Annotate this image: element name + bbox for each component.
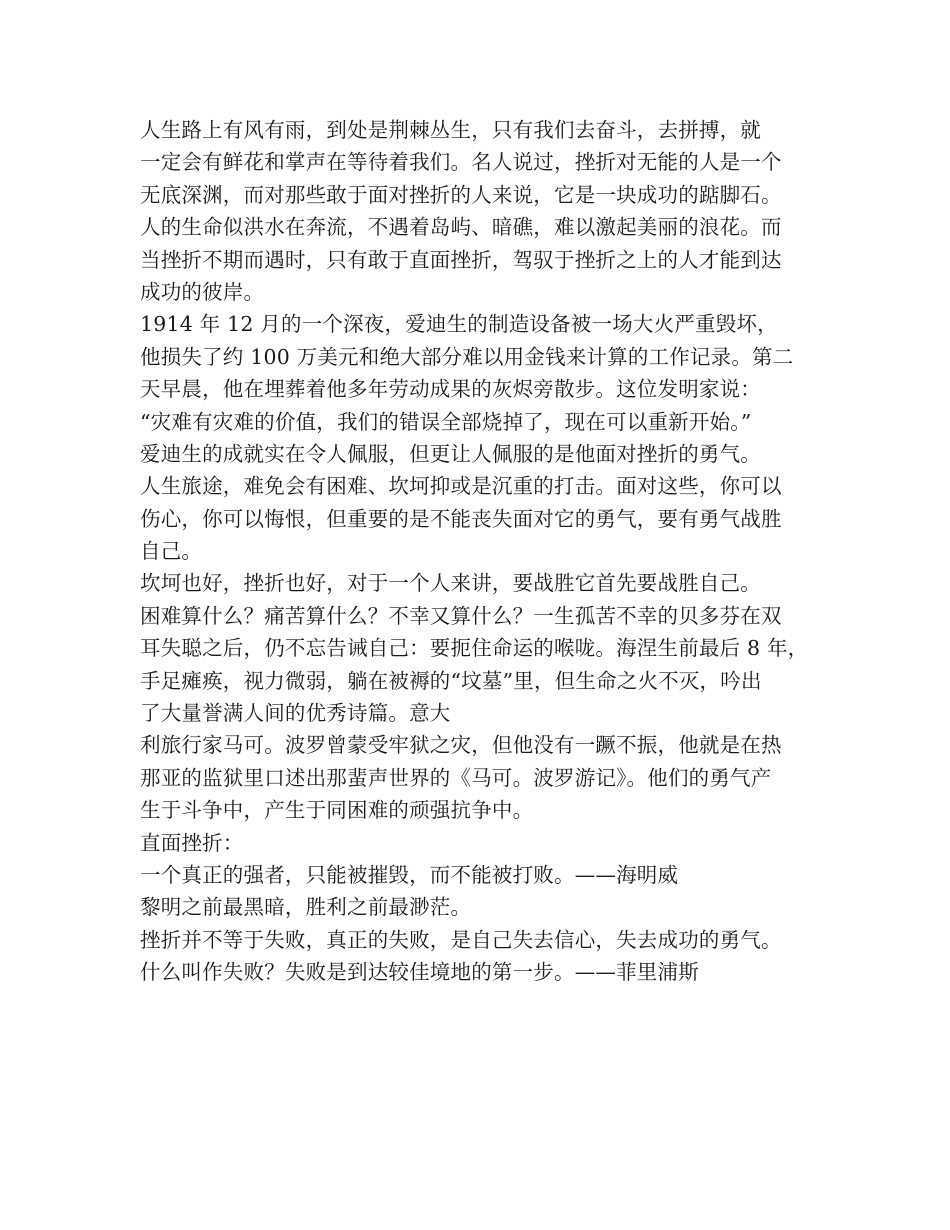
text-line: 自己。 <box>140 539 203 564</box>
text-line: 一定会有鲜花和掌声在等待着我们。名人说过，挫折对无能的人是一个 <box>140 150 782 175</box>
quote-line: 什么叫作失败？失败是到达较佳境地的第一步。——菲里浦斯 <box>140 960 699 985</box>
text-line: 生于斗争中，产生于同困难的顽强抗争中。 <box>140 798 534 823</box>
text-line: 那亚的监狱里口述出那蜚声世界的《马可。波罗游记》。他们的勇气产 <box>140 765 772 790</box>
text-line: 天早晨，他在埋葬着他多年劳动成果的灰烬旁散步。这位发明家说： <box>140 377 761 402</box>
text-line: 坎坷也好，挫折也好，对于一个人来讲，要战胜它首先要战胜自己。 <box>140 571 761 596</box>
section-heading: 直面挫折： <box>140 830 244 855</box>
quote-line: 黎明之前最黑暗，胜利之前最渺茫。 <box>140 895 472 920</box>
text-line: 手足瘫痪，视力微弱，躺在被褥的“坟墓”里，但生命之火不灭，吟出 <box>140 668 762 693</box>
quote-line: 一个真正的强者，只能被摧毁，而不能被打败。——海明威 <box>140 862 679 887</box>
text-line: 利旅行家马可。波罗曾蒙受牢狱之灾，但他没有一蹶不振，他就是在热 <box>140 733 782 758</box>
text-line: 伤心，你可以悔恨，但重要的是不能丧失面对它的勇气，要有勇气战胜 <box>140 506 782 531</box>
text-line: 人生旅途，难免会有困难、坎坷抑或是沉重的打击。面对这些，你可以 <box>140 474 782 499</box>
document-body <box>140 114 830 989</box>
text-line: 人生路上有风有雨，到处是荆棘丛生，只有我们去奋斗，去拼搏，就 <box>140 118 761 142</box>
text-line: 1914 年 12 月的一个深夜，爱迪生的制造设备被一场大火严重毁坏， <box>140 312 778 337</box>
text-line: 了大量誉满人间的优秀诗篇。意大 <box>140 701 451 726</box>
text-line: 困难算什么？痛苦算什么？不幸又算什么？一生孤苦不幸的贝多芬在双 <box>140 603 782 628</box>
text-line: “灾难有灾难的价值，我们的错误全部烧掉了，现在可以重新开始。” <box>140 409 752 434</box>
text-line: 当挫折不期而遇时，只有敢于直面挫折，驾驭于挫折之上的人才能到达 <box>140 247 782 272</box>
text-line: 爱迪生的成就实在令人佩服，但更让人佩服的是他面对挫折的勇气。 <box>140 441 761 466</box>
text-line: 耳失聪之后，仍不忘告诫自己：要扼住命运的喉咙。海涅生前最后 8 年， <box>140 636 809 661</box>
quote-line: 挫折并不等于失败，真正的失败，是自己失去信心，失去成功的勇气。 <box>140 927 782 952</box>
text-line: 他损失了约 100 万美元和绝大部分难以用金钱来计算的工作记录。第二 <box>140 344 794 369</box>
text-line: 成功的彼岸。 <box>140 279 265 304</box>
text-line: 人的生命似洪水在奔流，不遇着岛屿、暗礁，难以激起美丽的浪花。而 <box>140 215 782 240</box>
text-line: 无底深渊，而对那些敢于面对挫折的人来说，它是一块成功的踮脚石。 <box>140 182 782 207</box>
